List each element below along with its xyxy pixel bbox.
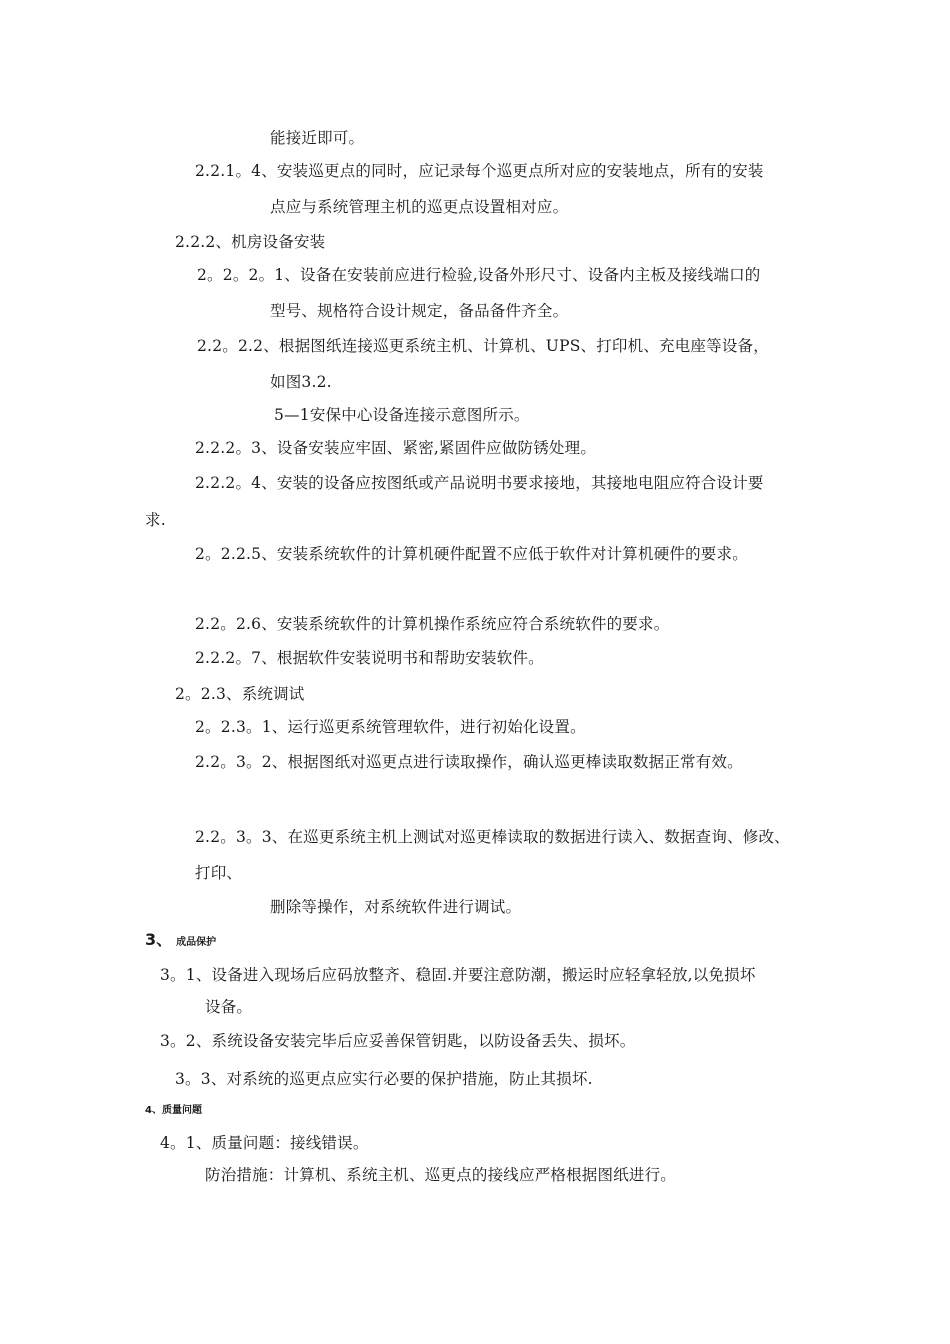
text-line: 打印、: [195, 864, 243, 882]
text-line: 2.2.2。7、根据软件安装说明书和帮助安装软件。: [195, 649, 544, 667]
text-line: 2.2。3。2、根据图纸对巡更点进行读取操作，确认巡更棒读取数据正常有效。: [195, 753, 743, 771]
text-line: 2.2.2。3、设备安装应牢固、紧密,紧固件应做防锈处理。: [195, 439, 597, 457]
text-line: 求.: [145, 511, 166, 529]
text-line: 型号、规格符合设计规定，备品备件齐全。: [270, 302, 569, 320]
section-3-number: 3、: [145, 930, 173, 949]
text-line: 2。2.2.5、安装系统软件的计算机硬件配置不应低于软件对计算机硬件的要求。: [195, 545, 748, 563]
text-line: 4。1、质量问题：接线错误。: [160, 1134, 369, 1152]
section-4-heading: 4、质量问题: [145, 1105, 202, 1116]
text-line: 2.2。3。3、在巡更系统主机上测试对巡更棒读取的数据进行读入、数据查询、修改、: [195, 828, 790, 846]
text-line: 如图3.2.: [270, 373, 332, 391]
text-line: 2.2.2。4、安装的设备应按图纸或产品说明书要求接地，其接地电阻应符合设计要: [195, 474, 764, 492]
text-line: 3。2、系统设备安装完毕后应妥善保管钥匙，以防设备丢失、损坏。: [160, 1032, 636, 1050]
text-line: 2.2。2.2、根据图纸连接巡更系统主机、计算机、UPS、打印机、充电座等设备，: [197, 337, 769, 355]
text-line: 设备。: [205, 998, 253, 1016]
text-line: 2.2.1。4、安装巡更点的同时，应记录每个巡更点所对应的安装地点，所有的安装: [195, 162, 764, 180]
text-line: 能接近即可。: [270, 129, 365, 147]
text-line: 防治措施：计算机、系统主机、巡更点的接线应严格根据图纸进行。: [205, 1166, 677, 1184]
text-line: 2.2。2.6、安装系统软件的计算机操作系统应符合系统软件的要求。: [195, 615, 670, 633]
section-3-title: 成品保护: [176, 937, 217, 948]
text-line: 5—1安保中心设备连接示意图所示。: [274, 406, 530, 424]
section-3-heading: [145, 930, 216, 953]
text-line: 3。3、对系统的巡更点应实行必要的保护措施，防止其损坏.: [175, 1070, 593, 1088]
text-line: 删除等操作，对系统软件进行调试。: [270, 898, 522, 916]
text-line: 2。2.3。1、运行巡更系统管理软件，进行初始化设置。: [195, 718, 586, 736]
subsection-heading: 2.2.2、机房设备安装: [175, 233, 326, 251]
text-line: 点应与系统管理主机的巡更点设置相对应。: [270, 198, 569, 216]
subsection-heading: 2。2.3、系统调试: [175, 685, 305, 703]
text-line: 2。2。2。1、设备在安装前应进行检验,设备外形尺寸、设备内主板及接线端口的: [197, 266, 761, 284]
text-line: 3。1、设备进入现场后应码放整齐、稳固.并要注意防潮，搬运时应轻拿轻放,以免损坏: [160, 966, 756, 984]
